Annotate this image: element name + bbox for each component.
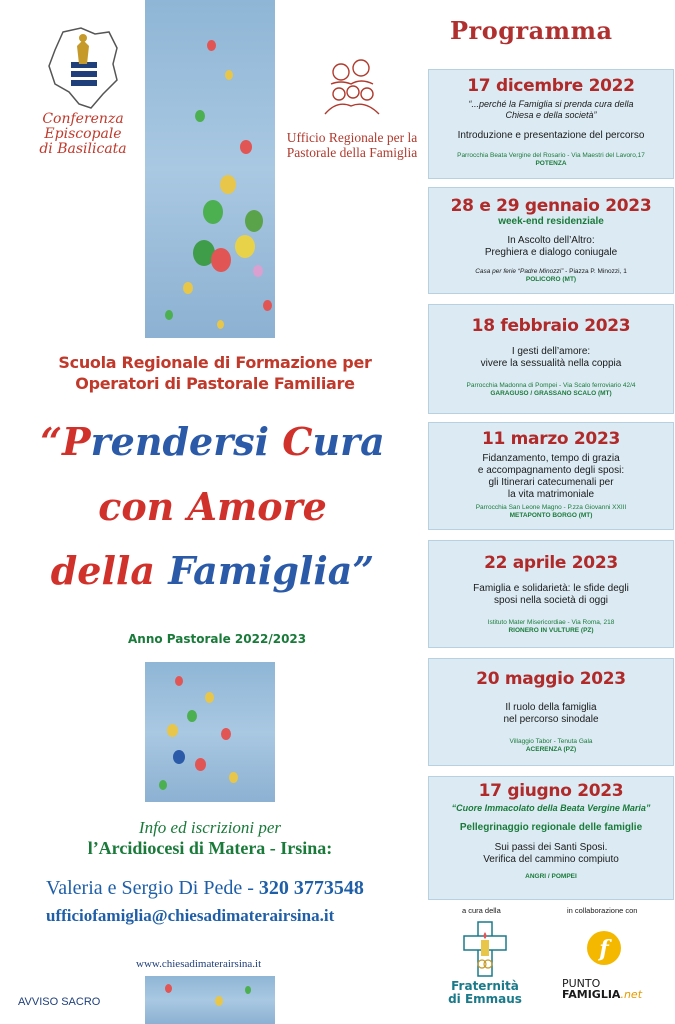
event-card-5 (428, 540, 674, 648)
cura-label: a cura della (462, 906, 501, 915)
event-desc-bold: Pellegrinaggio regionale delle famiglie (459, 822, 643, 833)
event-city: GARAGUSO / GRASSANO SCALO (MT) (490, 390, 612, 397)
title-word-more: more (217, 484, 327, 529)
net-text: .net (620, 988, 643, 1001)
event-city: ACERENZA (PZ) (525, 746, 577, 753)
balloon-photo-bottom (145, 976, 275, 1024)
main-title (15, 415, 410, 603)
contact-name: Valeria e Sergio Di Pede - (46, 877, 259, 899)
cei-line-1: Conferenza (42, 111, 124, 127)
event-subtitle-2: Chiesa e della società” (505, 110, 597, 120)
event-card-2 (428, 187, 674, 294)
event-desc-1: Fidanzamento, tempo di grazia (482, 453, 620, 464)
event-desc-3: gli Itinerari catecumenali per (488, 477, 614, 488)
event-city: POLICORO (MT) (525, 276, 577, 283)
event-location: Istituto Mater Misericordiae - Via Roma, 218 (487, 619, 615, 626)
event-date: 28 e 29 gennaio 2023 (450, 196, 652, 216)
punto-famiglia-f-icon (584, 928, 624, 968)
event-card-6 (428, 658, 674, 766)
title-line-3 (15, 539, 410, 603)
famiglia-text: FAMIGLIA (562, 988, 621, 1001)
event-weekend: week-end residenziale (498, 216, 604, 227)
balloon-photo-top (145, 0, 275, 338)
family-drawing-icon (317, 54, 387, 120)
ufficio-line-2: Pastorale della Famiglia (286, 145, 418, 160)
event-date: 17 giugno 2023 (478, 781, 624, 801)
website-link[interactable]: www.chiesadimaterairsina.it (136, 958, 262, 970)
event-desc-4: la vita matrimoniale (507, 489, 595, 500)
title-letter-f: F (168, 548, 194, 593)
event-city: ANGRI / POMPEI (525, 873, 577, 880)
event-desc: Introduzione e presentazione del percorso (457, 130, 645, 141)
title-letter-p: P (62, 419, 91, 464)
event-desc-1: In Ascolto dell’Altro: (507, 235, 595, 246)
fraternita-line-2: di Emmaus (448, 992, 522, 1006)
event-desc-1: Il ruolo della famiglia (505, 702, 597, 713)
ufficio-logo (282, 50, 422, 170)
event-desc-2: vivere la sessualità nella coppia (480, 358, 622, 369)
event-card-1 (428, 69, 674, 179)
fraternita-logo (440, 920, 530, 1020)
title-word-con: con (98, 484, 188, 529)
title-word-rendersi: rendersi (90, 419, 283, 464)
event-location-venue: Casa per ferie “Padre Minozzi” (475, 268, 564, 275)
event-card-4 (428, 422, 674, 530)
cei-line-2: Episcopale (44, 126, 122, 142)
title-word-amiglia: amiglia” (193, 548, 375, 593)
title-letter-c: C (282, 419, 313, 464)
avviso-sacro: AVVISO SACRO (18, 996, 101, 1008)
event-date: 11 marzo 2023 (481, 429, 621, 449)
event-location: Parrocchia Beata Vergine del Rosario - Via Maestri del Lavoro,17 (457, 152, 645, 159)
event-desc-2: Verifica del cammino compiuto (483, 854, 619, 865)
ufficio-line-1: Ufficio Regionale per la (286, 130, 418, 145)
basilicata-map-icon (43, 24, 123, 112)
title-quote-open: “ (40, 419, 63, 464)
anno-pastorale: Anno Pastorale 2022/2023 (128, 632, 307, 646)
event-desc-1: Famiglia e solidarietà: le sfide degli (473, 583, 629, 594)
event-location: Parrocchia San Leone Magno - P.zza Giovanni XXIII (475, 504, 627, 511)
svg-text:f: f (599, 936, 609, 962)
event-location: Parrocchia Madonna di Pompei - Via Scalo ferroviario 42/4 (466, 382, 636, 389)
event-desc-1: Sui passi dei Santi Sposi. (494, 842, 608, 853)
balloon-photo-middle (145, 662, 275, 802)
school-heading (40, 352, 390, 394)
event-card-7 (428, 776, 674, 900)
event-desc-2: e accompagnamento degli sposi: (477, 465, 625, 476)
school-line-2: Operatori di Pastorale Familiare (75, 374, 355, 393)
info-diocese: l’Arcidiocesi di Matera - Irsina: (87, 838, 333, 858)
title-letter-a: A (187, 484, 218, 529)
event-desc-2: Preghiera e dialogo coniugale (484, 247, 618, 258)
event-date: 22 aprile 2023 (484, 553, 618, 573)
info-label: Info ed iscrizioni per (138, 818, 282, 837)
famiglia-row (562, 989, 642, 1000)
event-date: 20 maggio 2023 (476, 669, 626, 689)
event-desc-2: nel percorso sinodale (503, 714, 599, 725)
cei-logo (28, 20, 138, 170)
cei-line-3: di Basilicata (39, 141, 127, 157)
event-subtitle-1: “...perché la Famiglia si prenda cura della (468, 99, 634, 109)
contact-email[interactable]: ufficiofamiglia@chiesadimaterairsina.it (46, 906, 335, 925)
event-location: Villaggio Tabor - Tenuta Gala (509, 738, 593, 745)
event-green-subtitle: “Cuore Immacolato della Beata Vergine Maria” (451, 803, 651, 813)
title-word-della: della (50, 548, 169, 593)
cross-candle-icon (460, 920, 510, 980)
contact-phone[interactable]: 320 3773548 (258, 877, 364, 899)
event-desc-1: I gesti dell’amore: (511, 346, 591, 357)
punto-famiglia-logo (556, 920, 666, 1020)
event-date: 17 dicembre 2022 (467, 76, 635, 96)
school-line-1: Scuola Regionale di Formazione per (58, 353, 372, 372)
event-location-address: - Piazza P. Minozzi, 1 (563, 268, 627, 275)
title-line-2 (15, 475, 410, 539)
collab-label: in collaborazione con (567, 906, 638, 915)
event-city: METAPONTO BORGO (MT) (509, 512, 593, 519)
programma-heading: Programma (450, 16, 613, 45)
event-city: POTENZA (535, 160, 567, 167)
title-line-1 (15, 415, 410, 469)
fraternita-line-1: Fraternità (451, 979, 519, 993)
contact-line (46, 877, 364, 900)
event-date: 18 febbraio 2023 (471, 316, 631, 336)
event-desc-2: sposi nella società di oggi (494, 595, 608, 606)
event-card-3 (428, 304, 674, 414)
title-word-ura: ura (312, 419, 385, 464)
punto-text: PUNTO (562, 977, 601, 990)
event-location (429, 268, 673, 276)
event-city: RIONERO IN VULTURE (PZ) (508, 627, 594, 634)
